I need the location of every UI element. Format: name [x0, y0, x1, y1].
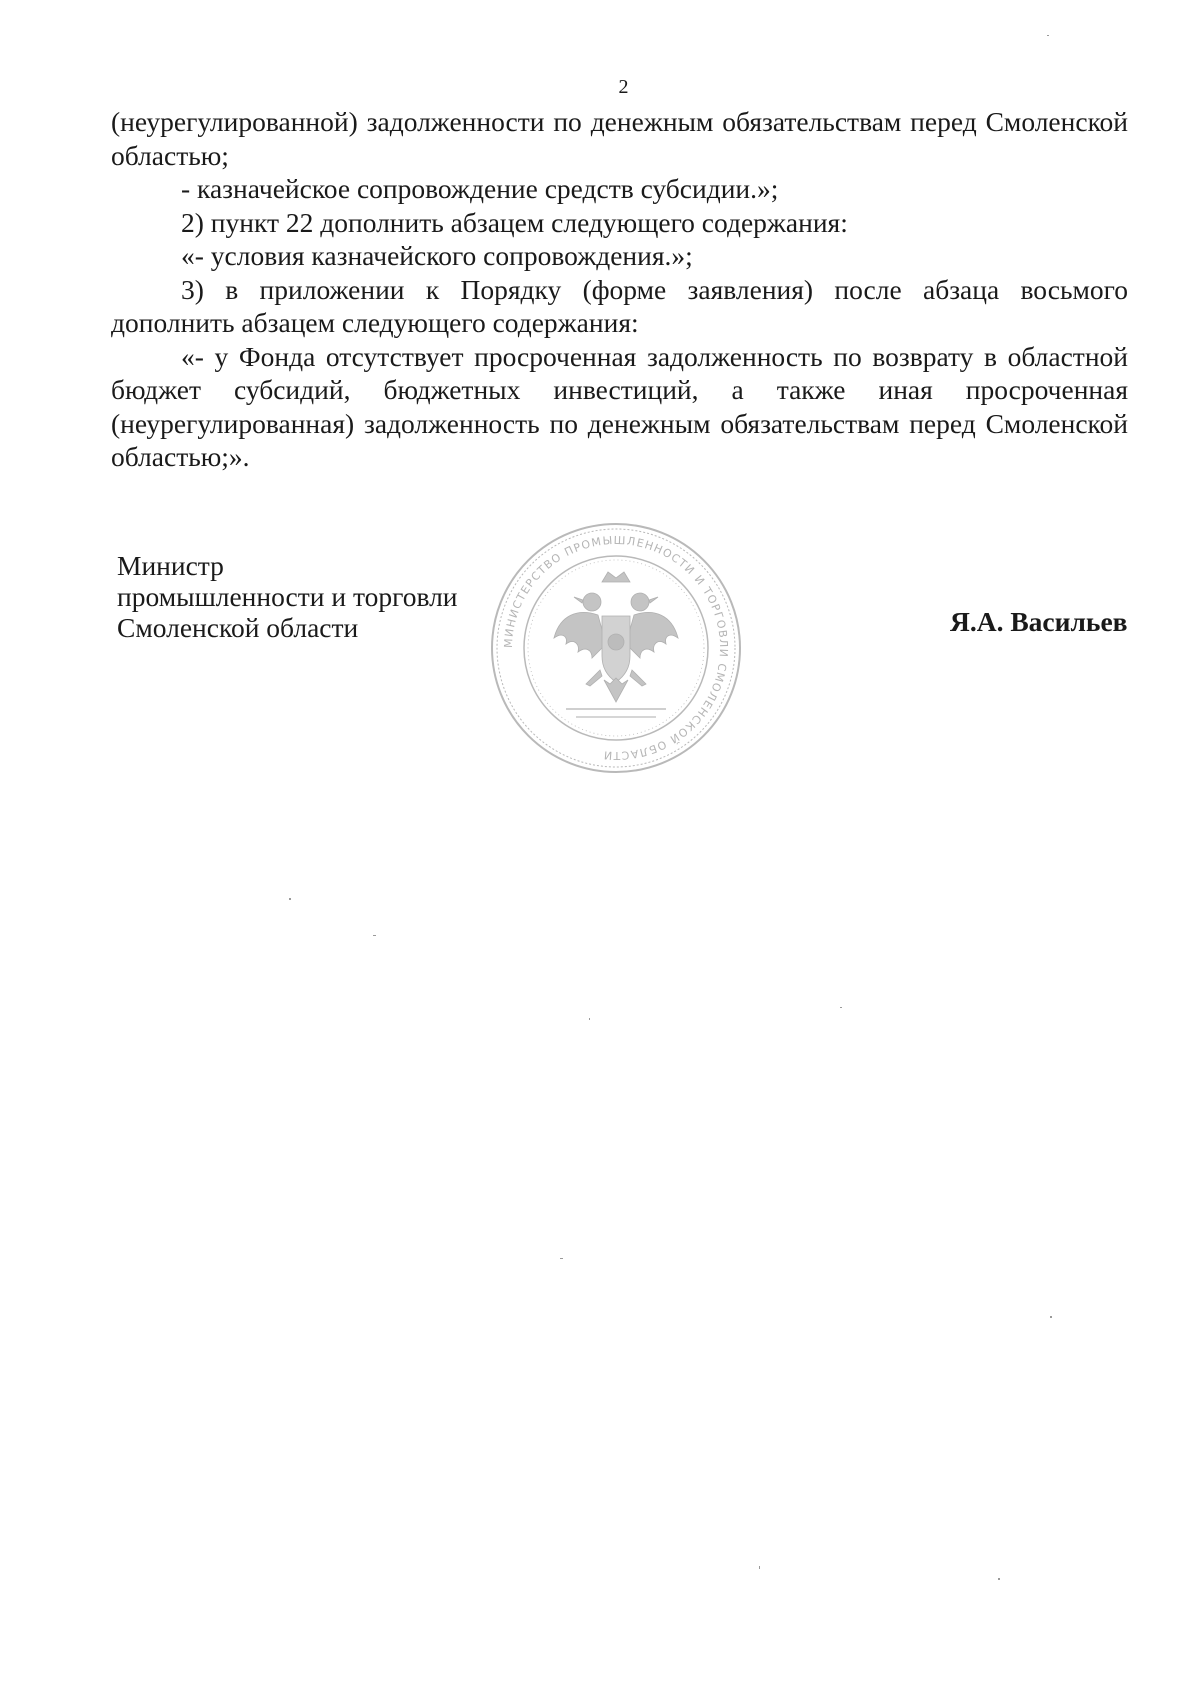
scan-speck: [1050, 1316, 1052, 1318]
signer-title: [117, 550, 458, 643]
scan-speck: [373, 935, 376, 936]
signer-title-line-3: Смоленской области: [117, 612, 359, 643]
scan-speck: [840, 1007, 842, 1008]
document-body: [111, 105, 1128, 474]
scan-speck: [560, 1258, 563, 1259]
paragraph-2: - казначейское сопровождение средств субсидии.»;: [181, 173, 779, 204]
signer-name: Я.А. Васильев: [950, 606, 1128, 637]
signer-title-line-1: Министр: [117, 550, 224, 581]
paragraph-4: «- условия казначейского сопровождения.»;: [181, 240, 693, 271]
scan-speck: [1047, 35, 1049, 36]
seal-ring-text: МИНИСТЕРСТВО ПРОМЫШЛЕННОСТИ И ТОРГОВЛИ СМОЛЕНСКОЙ ОБЛАСТИ: [501, 533, 731, 763]
paragraph-5: 3) в приложении к Порядку (форме заявления) после абзаца восьмого дополнить абзацем следующего содержания:: [111, 273, 1128, 338]
eagle-emblem-icon: [554, 572, 678, 702]
scan-speck: [998, 1578, 1000, 1580]
scan-speck: [759, 1566, 760, 1569]
scan-speck: [589, 1018, 590, 1020]
paragraph-1: (неурегулированной) задолженности по денежным обязательствам перед Смоленской областью;: [111, 106, 1128, 171]
official-seal-icon: [488, 520, 744, 776]
scan-speck: [289, 898, 291, 900]
page-number: 2: [618, 76, 629, 98]
signer-title-line-2: промышленности и торговли: [117, 581, 458, 612]
seal-graphic: [488, 520, 744, 776]
paragraph-6: «- у Фонда отсутствует просроченная задолженность по возврату в областной бюджет субсидий, бюджетных инвестиций, а также иная просроченная (неурегулированная) задолженность по денежным обязательствам перед Смоленской областью;».: [111, 340, 1128, 472]
paragraph-3: 2) пункт 22 дополнить абзацем следующего содержания:: [181, 206, 848, 238]
